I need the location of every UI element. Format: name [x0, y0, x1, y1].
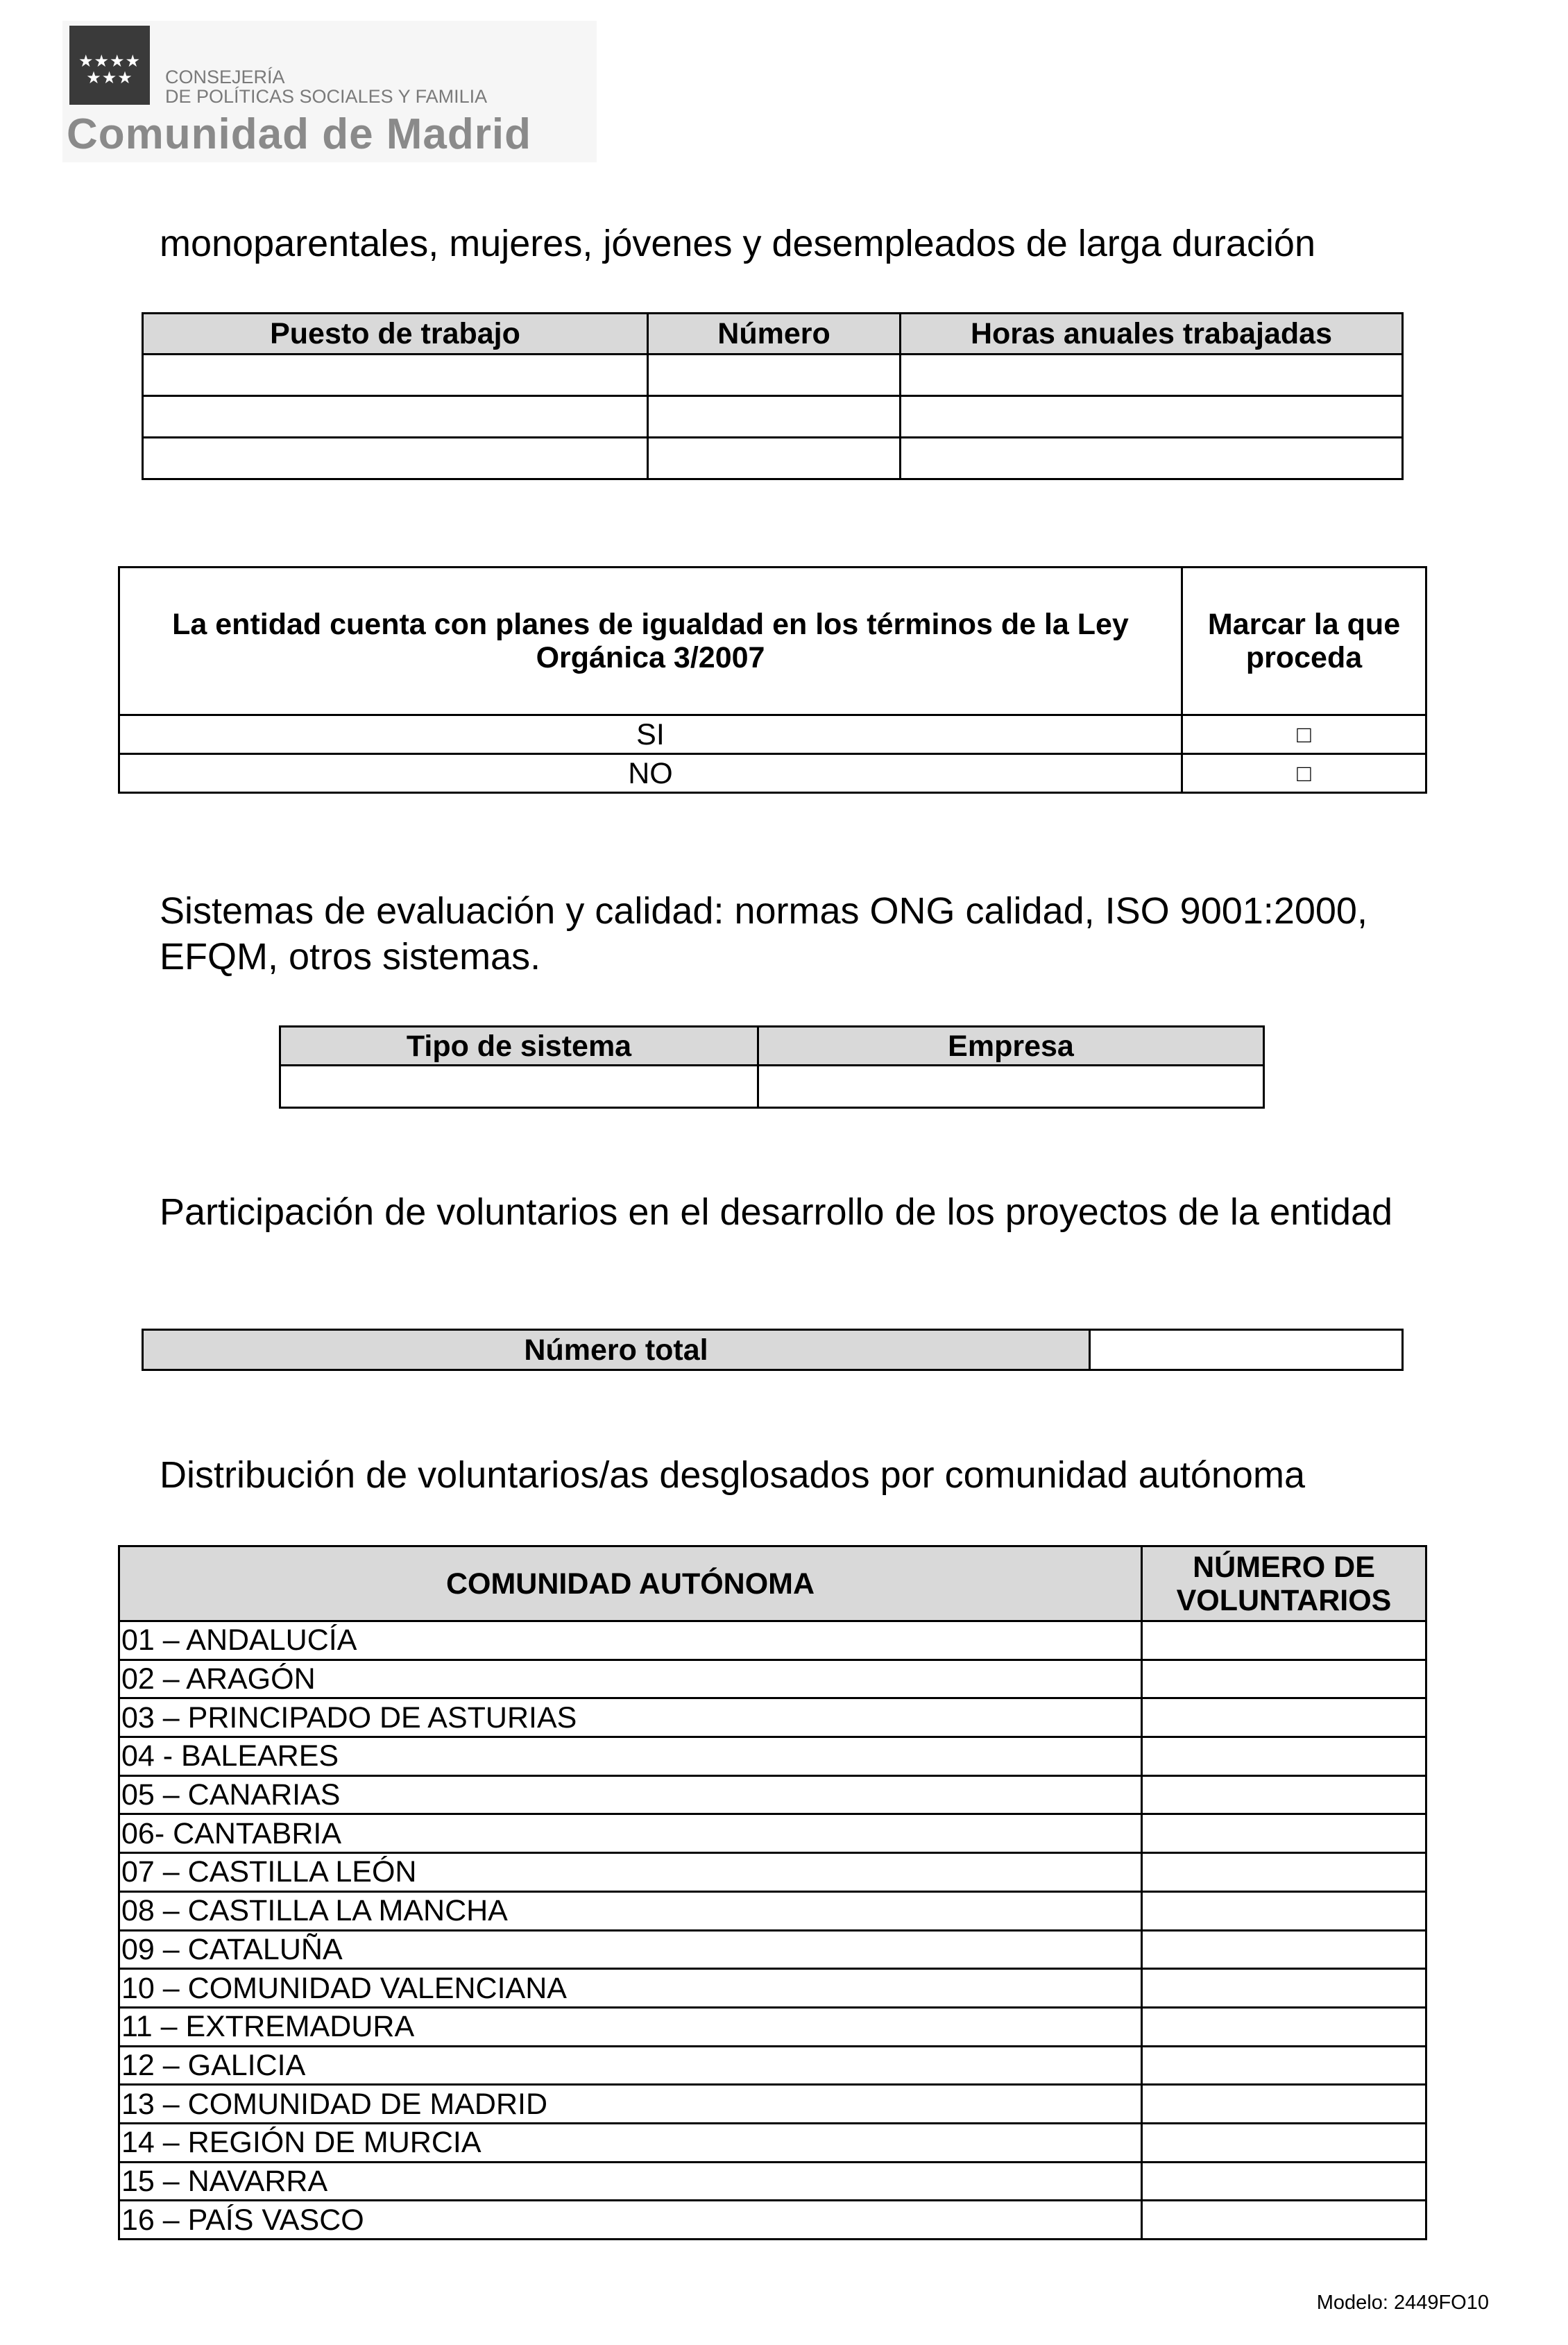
table-row	[143, 396, 1403, 438]
table-row	[119, 1853, 1426, 1892]
volunteer-count[interactable]	[1142, 2162, 1426, 2201]
region-name: 15 – NAVARRA	[119, 2162, 1142, 2201]
region-name: 10 – COMUNIDAD VALENCIANA	[119, 1969, 1142, 2008]
table-row	[119, 1737, 1426, 1776]
region-name: 11 – EXTREMADURA	[119, 2007, 1142, 2046]
col-header: NÚMERO DE VOLUNTARIOS	[1142, 1546, 1426, 1621]
table-row	[119, 1814, 1426, 1853]
cell[interactable]	[901, 396, 1403, 438]
logo	[62, 21, 597, 162]
cell[interactable]	[280, 1066, 758, 1108]
table-row	[119, 2123, 1426, 2162]
checkbox-icon[interactable]: □	[1182, 754, 1426, 793]
volunteer-count[interactable]	[1142, 1891, 1426, 1930]
table-row	[119, 1891, 1426, 1930]
option-row-no	[119, 754, 1426, 793]
table-row	[119, 1621, 1426, 1660]
region-name: 05 – CANARIAS	[119, 1775, 1142, 1814]
volunteer-count[interactable]	[1142, 1930, 1426, 1969]
volunteer-count[interactable]	[1142, 1660, 1426, 1698]
volunteer-count[interactable]	[1142, 1737, 1426, 1776]
cell[interactable]	[143, 438, 648, 479]
region-name: 08 – CASTILLA LA MANCHA	[119, 1891, 1142, 1930]
quality-table	[279, 1025, 1265, 1109]
table-row	[143, 355, 1403, 396]
table-row	[119, 1775, 1426, 1814]
volunteer-count[interactable]	[1142, 1621, 1426, 1660]
checkbox-icon[interactable]: □	[1182, 715, 1426, 754]
table-row	[119, 1698, 1426, 1737]
region-name: 14 – REGIÓN DE MURCIA	[119, 2123, 1142, 2162]
equality-question: La entidad cuenta con planes de igualdad en los términos de la Ley Orgánica 3/2007	[119, 568, 1182, 715]
region-name: 07 – CASTILLA LEÓN	[119, 1853, 1142, 1892]
cell[interactable]	[758, 1066, 1264, 1108]
logo-name: Comunidad de Madrid	[67, 110, 531, 158]
table-row	[280, 1066, 1264, 1108]
cell[interactable]	[901, 355, 1403, 396]
table-row	[119, 2085, 1426, 2124]
option-label: NO	[119, 754, 1182, 793]
region-name: 04 - BALEARES	[119, 1737, 1142, 1776]
col-header: COMUNIDAD AUTÓNOMA	[119, 1546, 1142, 1621]
logo-line1: CONSEJERÍA	[165, 67, 285, 87]
table-row	[119, 1660, 1426, 1698]
cell[interactable]	[648, 438, 901, 479]
col-header: Empresa	[758, 1027, 1264, 1066]
total-value[interactable]	[1090, 1330, 1403, 1370]
model-code: Modelo: 2449FO10	[1316, 2292, 1489, 2314]
volunteer-count[interactable]	[1142, 1969, 1426, 2008]
region-name: 12 – GALICIA	[119, 2046, 1142, 2085]
col-header: Puesto de trabajo	[143, 314, 648, 355]
cell[interactable]	[901, 438, 1403, 479]
section5-heading: Distribución de voluntarios/as desglosados por comunidad autónoma	[160, 1454, 1305, 1496]
section4-heading: Participación de voluntarios en el desarrollo de los proyectos de la entidad	[160, 1191, 1393, 1233]
table-row	[119, 1930, 1426, 1969]
total-label: Número total	[143, 1330, 1090, 1370]
volunteer-count[interactable]	[1142, 1853, 1426, 1892]
col-header: Tipo de sistema	[280, 1027, 758, 1066]
region-name: 13 – COMUNIDAD DE MADRID	[119, 2085, 1142, 2124]
volunteer-count[interactable]	[1142, 2201, 1426, 2240]
col-header: Número	[648, 314, 901, 355]
region-name: 03 – PRINCIPADO DE ASTURIAS	[119, 1698, 1142, 1737]
section3-heading: Sistemas de evaluación y calidad: normas ONG calidad, ISO 9001:2000, EFQM, otros sistemas.	[160, 890, 1367, 978]
cell[interactable]	[143, 396, 648, 438]
equality-table	[118, 566, 1427, 794]
volunteer-count[interactable]	[1142, 2007, 1426, 2046]
option-label: SI	[119, 715, 1182, 754]
region-name: 06- CANTABRIA	[119, 1814, 1142, 1853]
volunteer-count[interactable]	[1142, 2123, 1426, 2162]
jobs-table	[142, 312, 1404, 480]
mark-header: Marcar la que proceda	[1182, 568, 1426, 715]
section1-heading: monoparentales, mujeres, jóvenes y desempleados de larga duración	[160, 223, 1315, 264]
region-name: 01 – ANDALUCÍA	[119, 1621, 1142, 1660]
regions-table	[118, 1545, 1427, 2240]
table-row	[119, 2007, 1426, 2046]
col-header: Horas anuales trabajadas	[901, 314, 1403, 355]
cell[interactable]	[648, 355, 901, 396]
table-row	[119, 1969, 1426, 2008]
volunteer-count[interactable]	[1142, 1814, 1426, 1853]
table-row	[119, 2201, 1426, 2240]
cell[interactable]	[648, 396, 901, 438]
volunteer-count[interactable]	[1142, 2046, 1426, 2085]
region-name: 16 – PAÍS VASCO	[119, 2201, 1142, 2240]
volunteers-total-table	[142, 1329, 1404, 1371]
table-row	[119, 2046, 1426, 2085]
region-name: 09 – CATALUÑA	[119, 1930, 1142, 1969]
stars-icon: ★★★★ ★★★	[69, 26, 150, 105]
volunteer-count[interactable]	[1142, 1698, 1426, 1737]
cell[interactable]	[143, 355, 648, 396]
volunteer-count[interactable]	[1142, 1775, 1426, 1814]
logo-line2: DE POLÍTICAS SOCIALES Y FAMILIA	[165, 86, 488, 107]
table-row	[143, 438, 1403, 479]
region-name: 02 – ARAGÓN	[119, 1660, 1142, 1698]
option-row-si	[119, 715, 1426, 754]
table-row	[119, 2162, 1426, 2201]
volunteer-count[interactable]	[1142, 2085, 1426, 2124]
